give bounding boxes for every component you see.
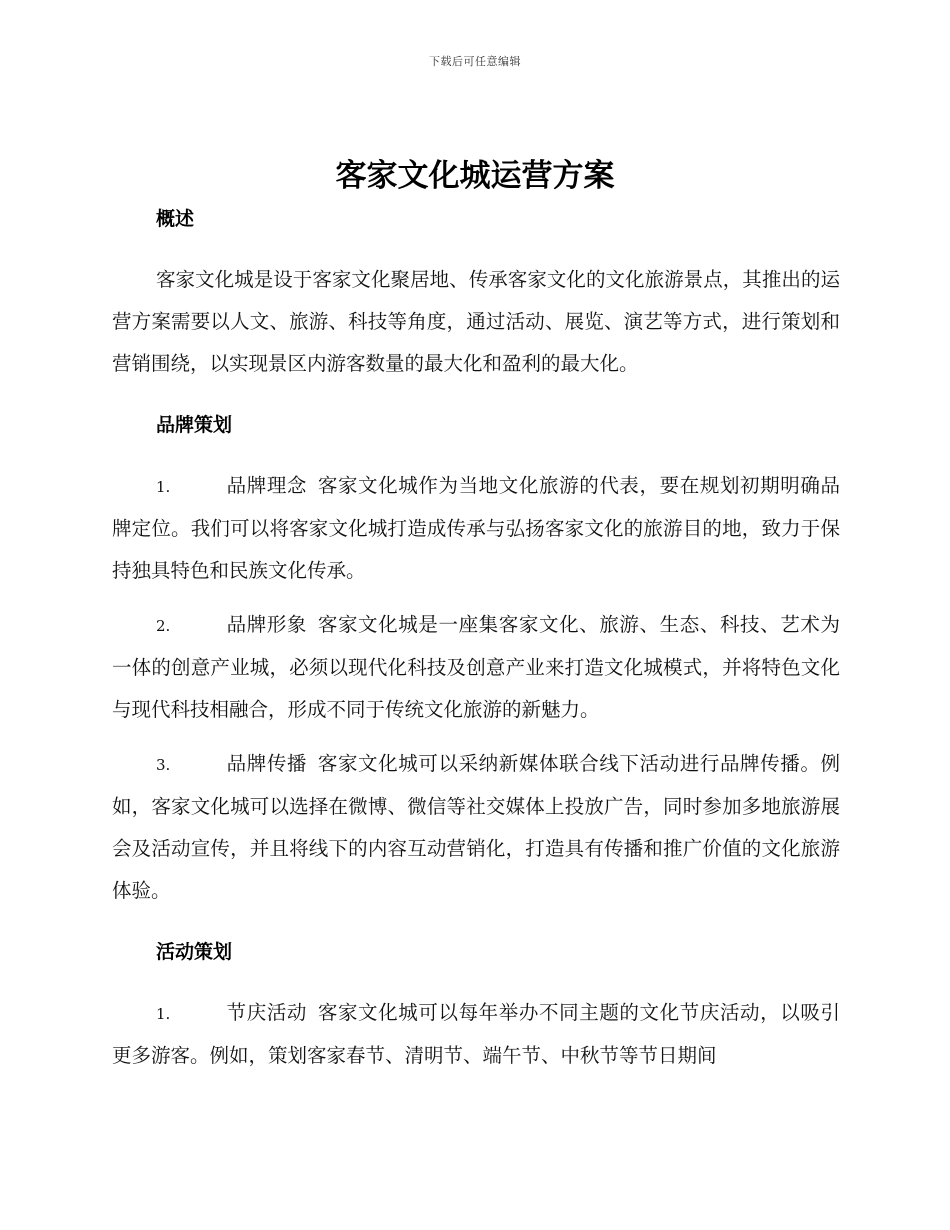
item-text: 客家文化城作为当地文化旅游的代表，要在规划初期明确品牌定位。我们可以将客家文化城打造成传承与弘扬客家文化的旅游目的地，致力于保持独具特色和民族文化传承。	[112, 474, 840, 582]
item-title: 品牌理念	[226, 474, 308, 497]
item-text: 客家文化城是一座集客家文化、旅游、生态、科技、艺术为一体的创意产业城，必须以现代化科技及创意产业来打造文化城模式，并将特色文化与现代科技相融合，形成不同于传统文化旅游的新魅力。	[112, 613, 840, 721]
section-brand-planning	[112, 411, 840, 912]
document-title: 客家文化城运营方案	[335, 158, 615, 194]
section-heading: 品牌策划	[156, 414, 233, 436]
section-activity-planning	[112, 938, 840, 1077]
section-overview	[112, 205, 840, 385]
item-text: 客家文化城可以采纳新媒体联合线下活动进行品牌传播。例如，客家文化城可以选择在微博、微信等社交媒体上投放广告，同时参加多地旅游展会及活动宣传，并且将线下的内容互动营销化，打造具有传播和推广价值的文化旅游体验。	[112, 752, 840, 902]
list-item	[112, 743, 840, 912]
item-number: 1.	[156, 1005, 171, 1023]
header-note: 下载后可任意编辑	[429, 55, 521, 68]
item-title: 品牌形象	[226, 613, 308, 636]
item-text: 客家文化城可以每年举办不同主题的文化节庆活动，以吸引更多游客。例如，策划客家春节、清明节、端午节、中秋节等节日期间	[112, 1001, 840, 1067]
section-heading: 活动策划	[156, 941, 233, 963]
item-number: 1.	[156, 478, 171, 496]
overview-paragraph: 客家文化城是设于客家文化聚居地、传承客家文化的文化旅游景点，其推出的运营方案需要以人文、旅游、科技等角度，通过活动、展览、演艺等方式，进行策划和营销围绕，以实现景区内游客数量的最大化和盈利的最大化。	[112, 268, 840, 375]
item-title: 节庆活动	[226, 1001, 308, 1024]
section-heading: 概述	[156, 208, 195, 230]
item-number: 2.	[156, 617, 171, 635]
item-number: 3.	[156, 756, 171, 774]
item-title: 品牌传播	[226, 752, 308, 775]
document-body	[112, 205, 840, 1077]
list-item	[112, 465, 840, 592]
list-item	[112, 992, 840, 1077]
list-item	[112, 604, 840, 731]
